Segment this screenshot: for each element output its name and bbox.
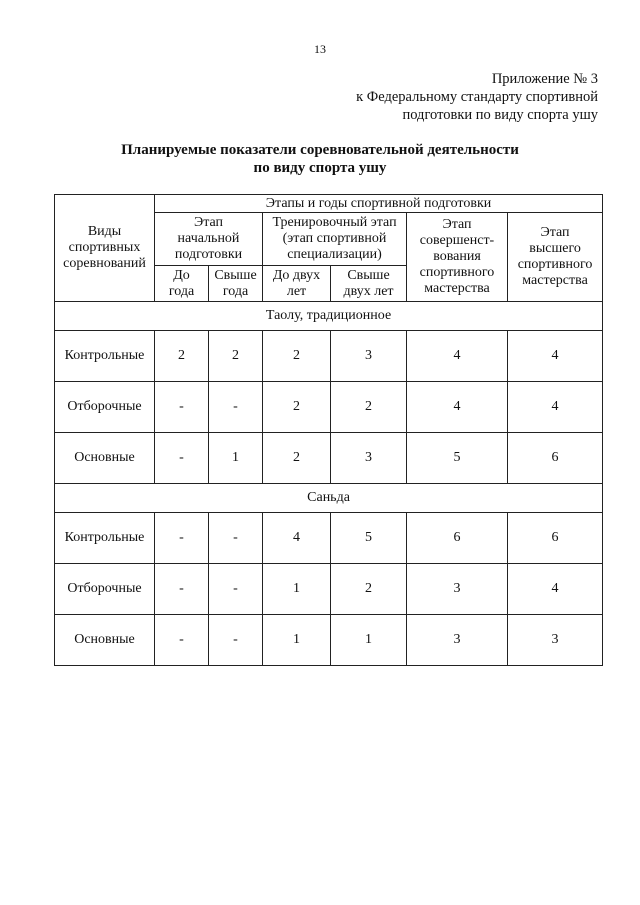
cell-value: 1 <box>331 615 407 666</box>
table-section-taolu <box>55 302 603 484</box>
cell-value: 6 <box>407 513 508 564</box>
row-label: Отборочные <box>55 382 155 433</box>
cell-value: 4 <box>508 564 603 615</box>
header-initial-over-year: Свыше года <box>209 266 263 302</box>
document-title <box>0 141 640 177</box>
cell-value: 5 <box>407 433 508 484</box>
cell-value: - <box>209 615 263 666</box>
cell-value: 6 <box>508 433 603 484</box>
table-row <box>55 382 603 433</box>
cell-value: - <box>155 382 209 433</box>
cell-value: 1 <box>263 564 331 615</box>
appendix-line-3: подготовки по виду спорта ушу <box>402 107 598 123</box>
header-improvement-stage: Этап совершенст- вования спортивного мастерства <box>407 213 508 302</box>
cell-value: 1 <box>209 433 263 484</box>
table-header <box>55 195 603 302</box>
cell-value: 2 <box>263 433 331 484</box>
header-competition-types: Виды спортивных соревнований <box>55 195 155 302</box>
table-row <box>55 331 603 382</box>
cell-value: - <box>209 382 263 433</box>
appendix-line-2: к Федеральному стандарту спортивной <box>356 89 598 105</box>
cell-value: 3 <box>331 433 407 484</box>
row-label: Основные <box>55 433 155 484</box>
cell-value: - <box>209 513 263 564</box>
cell-value: 3 <box>407 564 508 615</box>
appendix-line-1: Приложение № 3 <box>491 71 598 87</box>
header-training-over-two-years: Свыше двух лет <box>331 266 407 302</box>
cell-value: 2 <box>209 331 263 382</box>
section-title-row <box>55 484 603 513</box>
table-row <box>55 513 603 564</box>
title-line-1: Планируемые показатели соревновательной деятельности <box>121 142 519 158</box>
section-title-row <box>55 302 603 331</box>
table-row <box>55 433 603 484</box>
cell-value: 2 <box>331 382 407 433</box>
cell-value: 1 <box>263 615 331 666</box>
cell-value: 5 <box>331 513 407 564</box>
cell-value: - <box>209 564 263 615</box>
cell-value: - <box>155 615 209 666</box>
appendix-block <box>356 70 598 124</box>
cell-value: - <box>155 513 209 564</box>
cell-value: - <box>155 564 209 615</box>
header-initial-up-to-year: До года <box>155 266 209 302</box>
competition-table <box>54 194 603 666</box>
cell-value: 4 <box>263 513 331 564</box>
cell-value: 3 <box>407 615 508 666</box>
header-highest-stage: Этап высшего спортивного мастерства <box>508 213 603 302</box>
cell-value: 2 <box>331 564 407 615</box>
table-section-sanda <box>55 484 603 666</box>
cell-value: - <box>155 433 209 484</box>
cell-value: 2 <box>155 331 209 382</box>
cell-value: 3 <box>508 615 603 666</box>
row-label: Контрольные <box>55 513 155 564</box>
header-initial-stage: Этап начальной подготовки <box>155 213 263 266</box>
cell-value: 2 <box>263 382 331 433</box>
page-number: 13 <box>314 42 326 56</box>
cell-value: 4 <box>407 331 508 382</box>
section-title: Таолу, традиционное <box>55 302 603 331</box>
cell-value: 4 <box>508 331 603 382</box>
cell-value: 3 <box>331 331 407 382</box>
row-label: Основные <box>55 615 155 666</box>
header-training-stage: Тренировочный этап (этап спортивной специализации) <box>263 213 407 266</box>
header-stages-title: Этапы и годы спортивной подготовки <box>155 195 603 213</box>
table-row <box>55 615 603 666</box>
cell-value: 4 <box>508 382 603 433</box>
header-training-up-to-two-years: До двух лет <box>263 266 331 302</box>
row-label: Отборочные <box>55 564 155 615</box>
title-line-2: по виду спорта ушу <box>253 160 387 176</box>
table-row <box>55 564 603 615</box>
cell-value: 6 <box>508 513 603 564</box>
row-label: Контрольные <box>55 331 155 382</box>
cell-value: 4 <box>407 382 508 433</box>
section-title: Саньда <box>55 484 603 513</box>
cell-value: 2 <box>263 331 331 382</box>
